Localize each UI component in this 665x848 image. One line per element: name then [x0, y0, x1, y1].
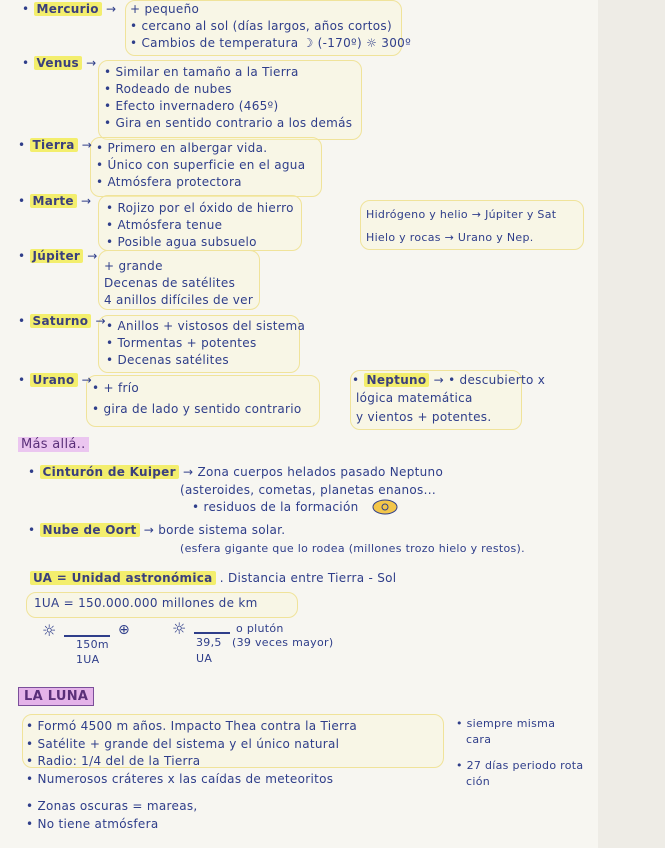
sun-icon-1: ☼: [42, 621, 57, 640]
saturno-notes: • Anillos + vistosos del sistema • Tormentas + potentes • Decenas satélites: [106, 319, 306, 367]
jupiter-label: • Júpiter →: [18, 249, 98, 263]
sun-icon-2: ☼: [172, 619, 187, 638]
label-39-5: 39,5: [196, 636, 222, 649]
mercurio-label: • Mercurio →: [22, 2, 117, 16]
kuiper-label: • Cinturón de Kuiper → Zona cuerpos helados pasado Neptuno: [28, 465, 444, 479]
neptuno-label: • Neptuno → • descubierto x: [352, 373, 546, 387]
oort-notes: (esfera gigante que lo rodea (millones trozo hielo y restos).: [180, 542, 525, 555]
label-pluton: o plutón: [236, 622, 284, 635]
oort-label: • Nube de Oort → borde sistema solar.: [28, 523, 286, 537]
urano-label: • Urano →: [18, 373, 93, 387]
saturno-label: • Saturno →: [18, 314, 106, 328]
luna-side-notes: • siempre misma cara • 27 días periodo rota ción: [456, 717, 584, 788]
tierra-label: • Tierra →: [18, 138, 93, 152]
venus-notes: • Similar en tamaño a la Tierra • Rodeado de nubes • Efecto invernadero (465º) • Gira en sentido contrario a los demás: [104, 65, 353, 130]
label-veces: (39 veces mayor): [232, 636, 334, 649]
sun-formation-icon: [370, 497, 400, 517]
tierra-notes: • Primero en albergar vida. • Único con superficie en el agua • Atmósfera protectora: [96, 141, 306, 189]
marte-label: • Marte →: [18, 194, 92, 208]
ua-definition: UA = Unidad astronómica . Distancia entre Tierra - Sol: [30, 570, 396, 587]
mercurio-notes: + pequeño • cercano al sol (días largos, años cortos) • Cambios de temperatura ☽ (-170º) ☼ 300º: [130, 2, 412, 50]
jupiter-notes: + grande Decenas de satélites 4 anillos difíciles de ver: [104, 259, 254, 307]
neptuno-notes: lógica matemática y vientos + potentes.: [356, 391, 492, 424]
luna-notes: • Formó 4500 m años. Impacto Thea contra la Tierra • Satélite + grande del sistema y el único natural • Radio: 1/4 del de la Tierra • Numerosos cráteres x las caídas de meteoritos • Zonas oscuras = mareas, • No tiene atmósfera: [26, 719, 358, 831]
marte-notes: • Rojizo por el óxido de hierro • Atmósfera tenue • Posible agua subsuelo: [106, 201, 294, 249]
label-150m: 150m: [76, 638, 109, 651]
mas-alla-title: Más allá..: [18, 436, 89, 453]
edge-marks: [598, 0, 665, 848]
earth-icon: ⊕: [118, 622, 131, 638]
kuiper-notes: (asteroides, cometas, planetas enanos... • residuos de la formación: [180, 483, 436, 514]
venus-label: • Venus →: [22, 56, 97, 70]
gases-notes: Hidrógeno y helio → Júpiter y Sat Hielo y rocas → Urano y Nep.: [366, 208, 557, 244]
label-1ua: 1UA: [76, 653, 100, 666]
label-ua: UA: [196, 652, 213, 665]
urano-notes: • + frío • gira de lado y sentido contrario: [92, 381, 302, 416]
ua-equation: 1UA = 150.000.000 millones de km: [34, 596, 258, 610]
luna-title: LA LUNA: [18, 688, 94, 705]
